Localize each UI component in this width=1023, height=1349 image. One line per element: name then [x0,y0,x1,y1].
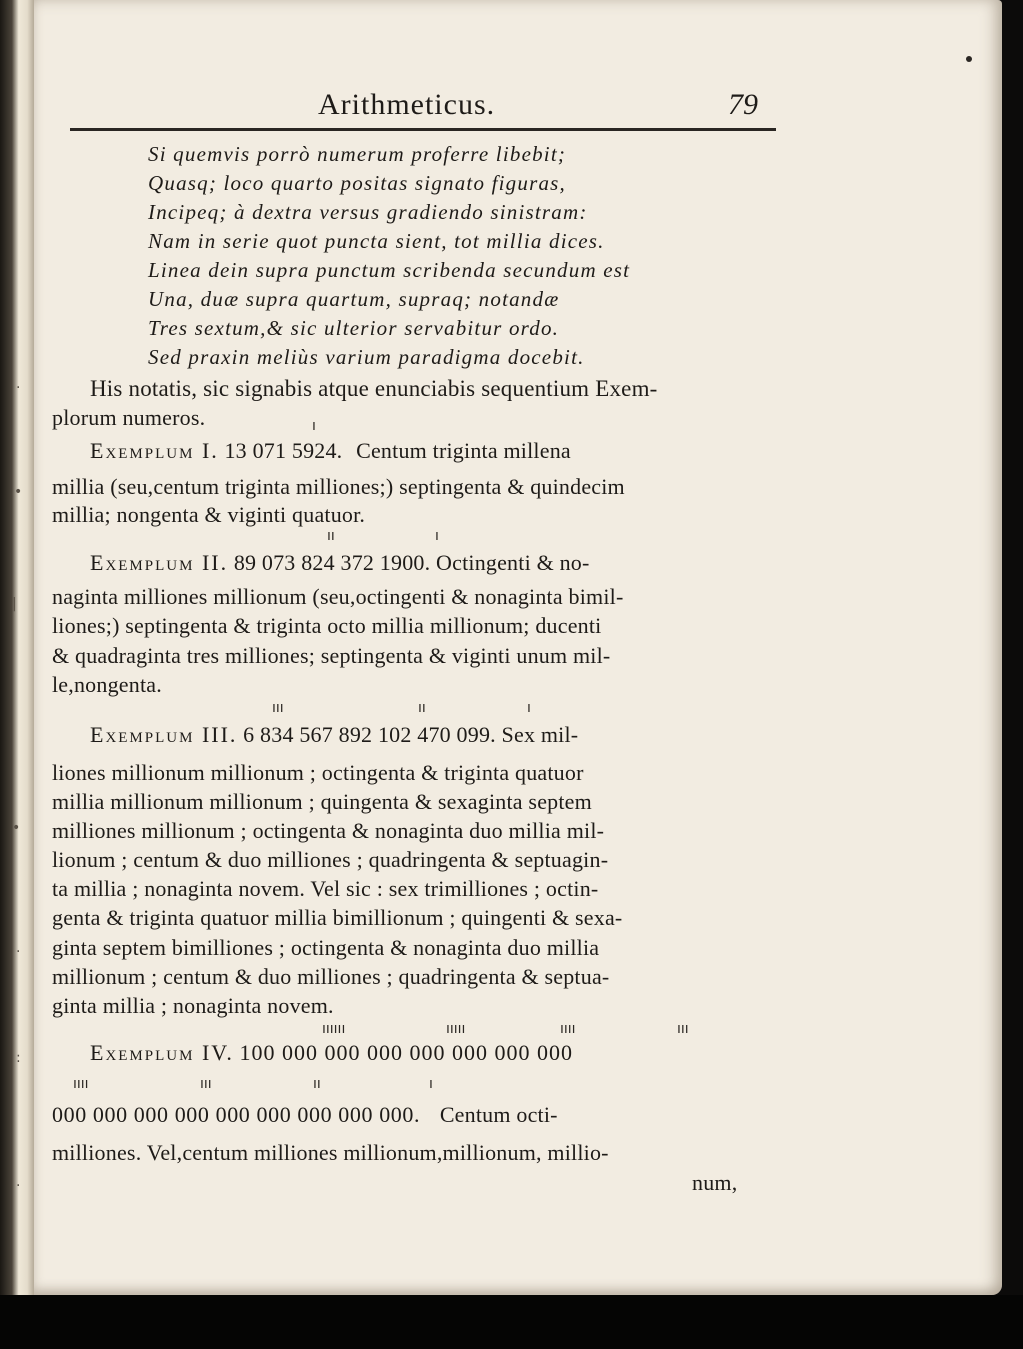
example-text: millia millionum millionum ; quingenta & sexaginta septem [52,789,592,814]
example-text: le,nongenta. [52,672,162,697]
example-text: liones millionum millionum ; octingenta & triginta quatuor [52,760,584,785]
example-text: naginta milliones millionum (seu,octingenti & nonaginta bimil- [52,584,624,609]
example-text: genta & triginta quatuor millia bimillionum ; quingenti & sexa- [52,905,623,930]
book-gutter-edge [0,0,34,1349]
margin-mark: • [14,484,23,500]
verse-line: Si quemvis porrò numerum proferre libebit; [148,142,567,166]
separator-mark: ıııı [560,1021,576,1037]
example-4-heading [90,1040,573,1066]
example-text: Sex mil- [501,722,579,747]
example-text: milliones millionum ; octingenta & nonaginta duo millia mil- [52,818,605,843]
margin-mark: · [16,944,21,960]
header-rule [70,128,776,131]
example-text: ginta millia ; nonaginta novem. [52,993,334,1018]
separator-mark: ıı [327,528,335,544]
separator-mark: ı [527,700,531,716]
example-text: liones;) septingenta & triginta octo millia millionum; ducenti [52,613,602,638]
example-number: 13 071 5924. [224,438,343,463]
ink-spot [966,56,972,62]
example-label: Exemplum IV. [90,1040,234,1065]
verse-line: Quasq; loco quarto positas signato figuras, [148,171,566,195]
verse-line: Incipeq; à dextra versus gradiendo sinistram: [148,200,588,224]
example-text: milliones. Vel,centum milliones millionum,millionum, millio- [52,1140,609,1165]
separator-mark: ı [429,1076,433,1092]
scan-background [0,1295,1023,1349]
separator-mark: ıııı [73,1076,89,1092]
example-number: 100 000 000 000 000 000 000 000 [239,1040,574,1065]
example-text: millia (seu,centum triginta milliones;) septingenta & quindecim [52,474,625,499]
separator-mark: ııı [272,700,284,716]
example-label: Exemplum I. [90,438,219,463]
example-label: Exemplum III. [90,722,238,747]
example-text: millionum ; centum & duo milliones ; quadringenta & septua- [52,964,610,989]
example-text: ta millia ; nonaginta novem. Vel sic : sex trimilliones ; octin- [52,876,599,901]
example-text: Centum triginta millena [356,438,571,463]
separator-mark: ıı [418,700,426,716]
margin-mark: | [12,596,17,612]
margin-mark: · [16,1178,21,1194]
example-number: 000 000 000 000 000 000 000 000 000. [52,1102,421,1127]
separator-mark: ıı [313,1076,321,1092]
separator-mark: ı [312,418,316,434]
example-number: 6 834 567 892 102 470 099. [243,722,496,747]
example-3-heading [90,722,578,748]
separator-mark: ııııı [446,1021,466,1037]
example-text: & quadraginta tres milliones; septingenta & viginti unum mil- [52,643,611,668]
verse-line: Sed praxin meliùs varium paradigma docebit. [148,345,585,369]
verse-line: Linea dein supra punctum scribenda secundum est [148,258,631,282]
separator-mark: ııı [677,1021,689,1037]
example-1-heading [90,438,571,464]
verse-line: Nam in serie quot puncta sient, tot millia dices. [148,229,605,253]
running-head: Arithmeticus. [318,88,496,121]
margin-mark: · [16,380,21,396]
example-label: Exemplum II. [90,550,229,575]
separator-mark: ııı [200,1076,212,1092]
margin-mark: • [12,820,21,836]
verse-line: Una, duæ supra quartum, supraq; notandæ [148,287,560,311]
verse-line: Tres sextum,& sic ulterior servabitur ordo. [148,316,560,340]
margin-mark: : [16,1050,21,1066]
example-text: ginta septem bimilliones ; octingenta & nonaginta duo millia [52,935,600,960]
example-4-line [52,1102,558,1128]
example-number: 89 073 824 372 1900. [233,550,431,575]
intro-line: His notatis, sic signabis atque enunciabis sequentium Exem- [90,376,658,401]
example-text: num, [692,1170,738,1195]
intro-line: plorum numeros. [52,405,206,430]
example-2-heading [90,550,590,576]
example-text: lionum ; centum & duo milliones ; quadringenta & septuagin- [52,847,609,872]
example-text: Octingenti & no- [436,550,590,575]
page-number: 79 [728,88,758,121]
separator-mark: ı [435,528,439,544]
example-text: Centum octi- [439,1102,558,1127]
separator-mark: ıııııı [322,1021,346,1037]
example-text: millia; nongenta & viginti quatuor. [52,502,366,527]
